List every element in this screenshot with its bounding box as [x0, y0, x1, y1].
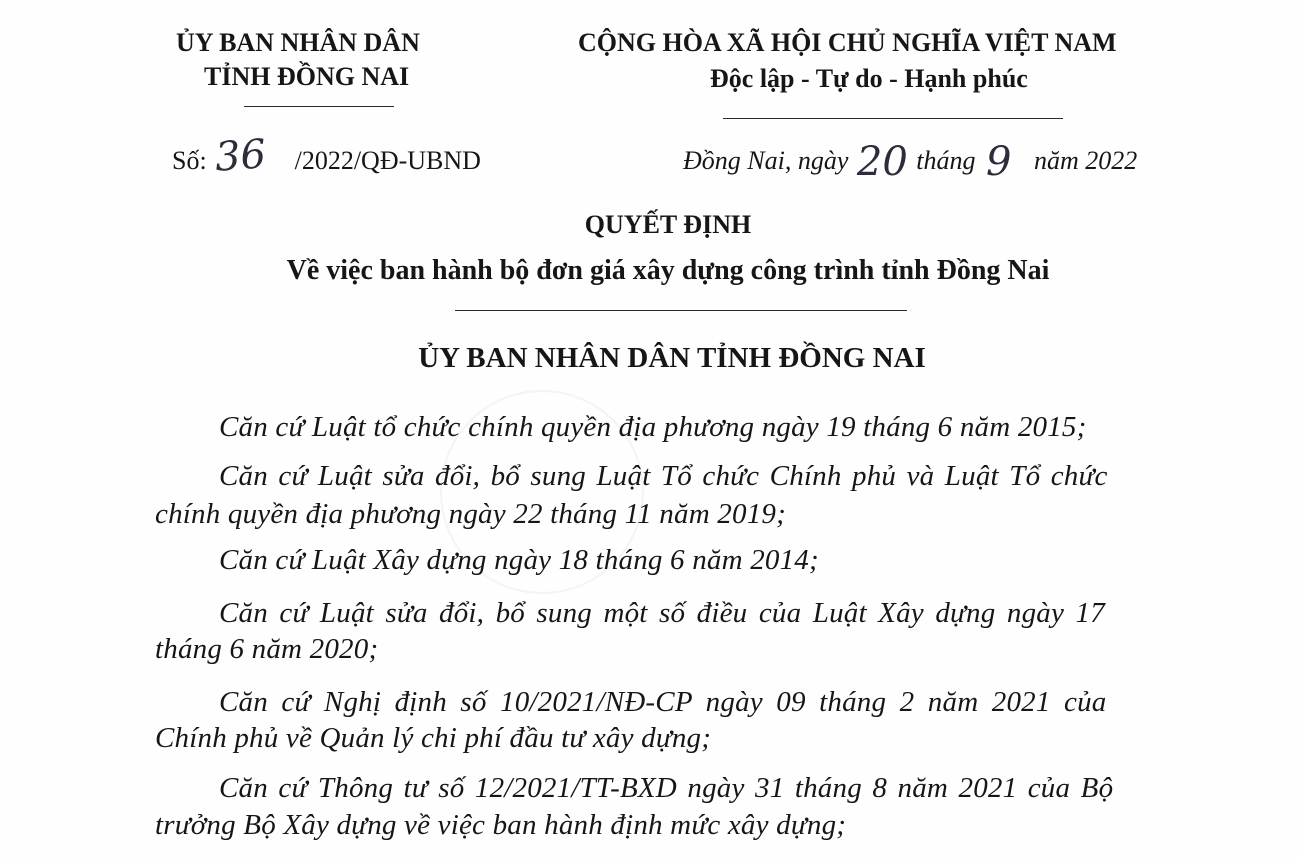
republic-name: CỘNG HÒA XÃ HỘI CHỦ NGHĨA VIỆT NAM: [578, 28, 1117, 57]
agency-name-line1: ỦY BAN NHÂN DÂN: [176, 28, 420, 57]
handwritten-month: 9: [986, 139, 1012, 185]
issuer-heading: ỦY BAN NHÂN DÂN TỈNH ĐỒNG NAI: [418, 342, 926, 374]
handwritten-number: 36: [213, 131, 268, 181]
basis-5-line-1: Căn cứ Nghị định số 10/2021/NĐ-CP ngày 09 tháng 2 năm 2021 của: [219, 686, 1107, 718]
agency-name-line2: TỈNH ĐỒNG NAI: [204, 62, 410, 91]
basis-6-line-1: Căn cứ Thông tư số 12/2021/TT-BXD ngày 31 tháng 8 năm 2021 của Bộ: [219, 772, 1114, 804]
basis-4-line-1: Căn cứ Luật sửa đổi, bổ sung một số điều của Luật Xây dựng ngày 17: [219, 597, 1105, 629]
basis-5-line-2: Chính phủ về Quản lý chi phí đầu tư xây dựng;: [155, 722, 712, 754]
agency-underline: [244, 106, 394, 107]
number-suffix: /2022/QĐ-UBND: [294, 146, 481, 175]
document-type-title: QUYẾT ĐỊNH: [584, 210, 752, 239]
basis-2-line-2: chính quyền địa phương ngày 22 tháng 11 năm 2019;: [155, 498, 786, 530]
month-label: tháng: [916, 146, 976, 175]
place-and-date: [683, 136, 1138, 185]
handwritten-day: 20: [856, 139, 908, 185]
document-subject: Về việc ban hành bộ đơn giá xây dựng công trình tỉnh Đồng Nai: [286, 255, 1050, 286]
motto-underline: [723, 118, 1063, 119]
national-motto: Độc lập - Tự do - Hạnh phúc: [710, 64, 1028, 93]
date-place-label: Đồng Nai, ngày: [683, 146, 849, 175]
basis-1-line-1: Căn cứ Luật tổ chức chính quyền địa phương ngày 19 tháng 6 năm 2015;: [219, 411, 1087, 443]
subject-underline: [455, 310, 907, 311]
basis-2-line-1: Căn cứ Luật sửa đổi, bổ sung Luật Tổ chức Chính phủ và Luật Tổ chức: [219, 460, 1108, 492]
year-text: năm 2022: [1033, 146, 1138, 175]
basis-4-line-2: tháng 6 năm 2020;: [155, 633, 379, 665]
basis-3-line-1: Căn cứ Luật Xây dựng ngày 18 tháng 6 năm 2014;: [219, 544, 819, 576]
document-number: [172, 131, 481, 181]
basis-6-line-2: trưởng Bộ Xây dựng về việc ban hành định mức xây dựng;: [155, 809, 847, 841]
number-prefix: Số:: [172, 146, 207, 175]
